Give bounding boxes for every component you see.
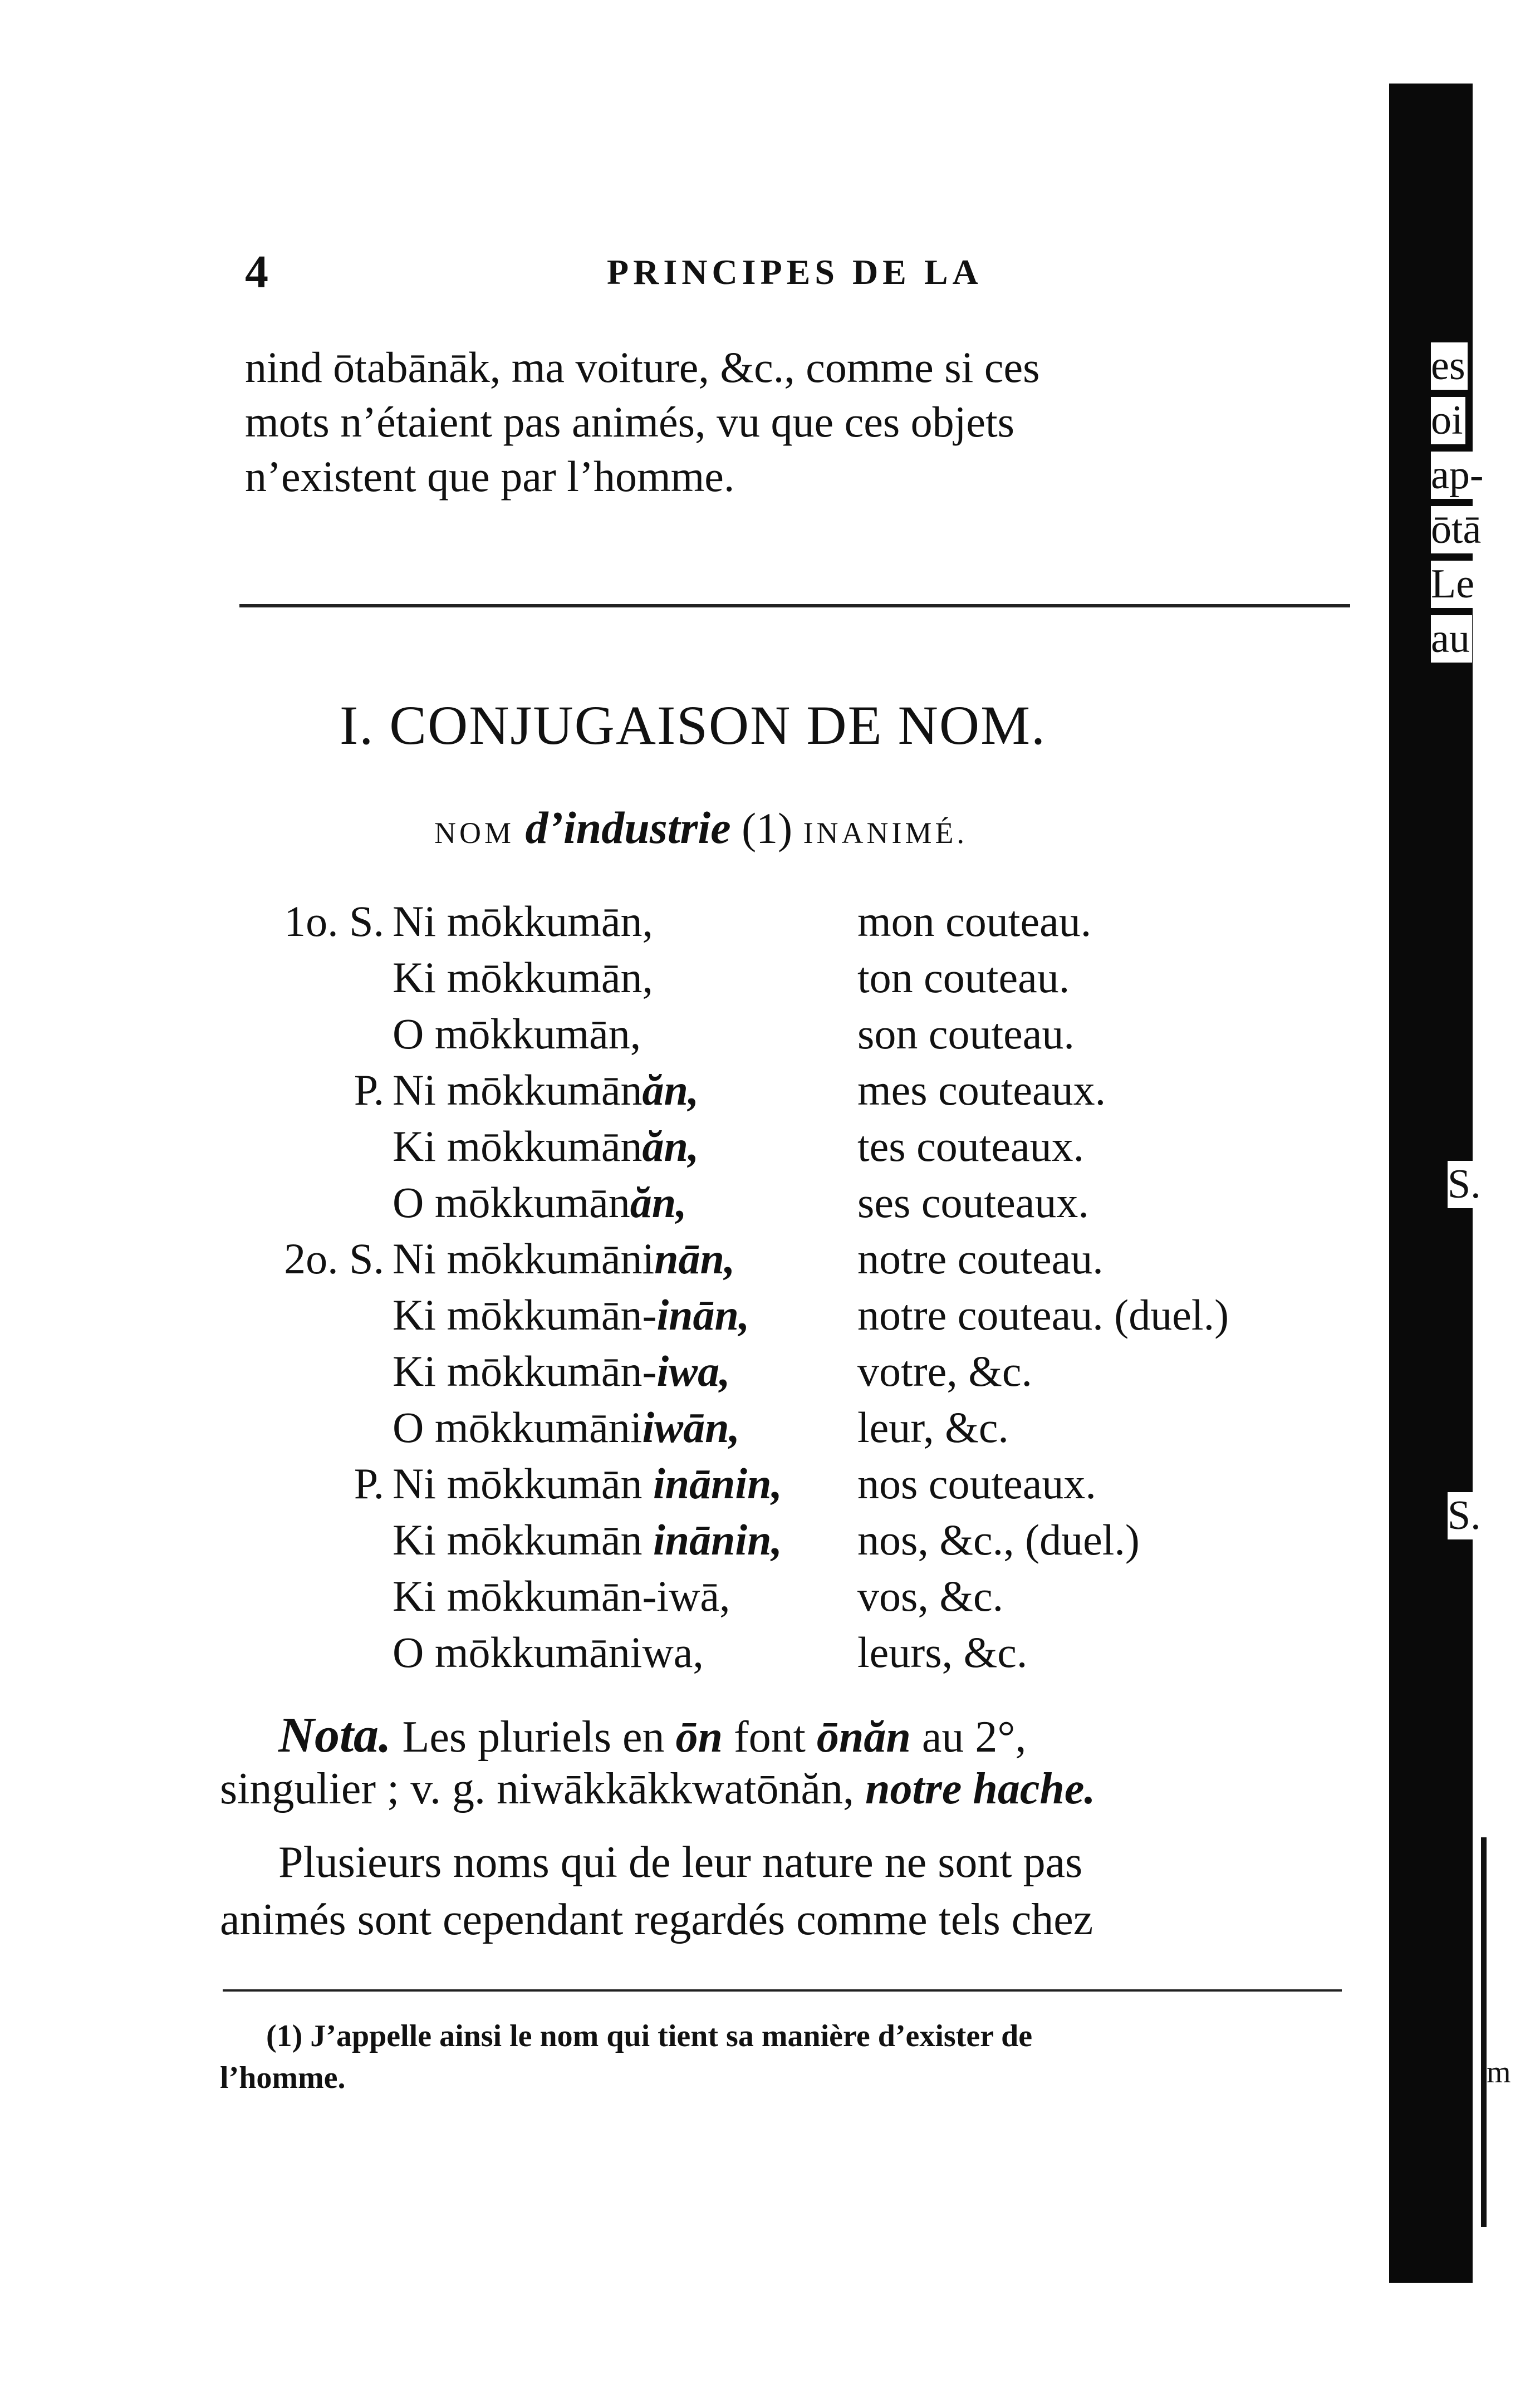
conj-gloss: notre couteau. (duel.)	[857, 1291, 1229, 1339]
conj-form-ending: nān,	[654, 1234, 735, 1283]
page-edge-thin	[1481, 1837, 1487, 2227]
conj-form	[393, 1515, 782, 1565]
conj-form-ending: ăn,	[642, 1066, 699, 1114]
nota-text-c: font	[733, 1713, 806, 1762]
margin-fragment-5: Le	[1431, 561, 1477, 608]
nota-text-a: Les pluriels en	[402, 1713, 665, 1762]
conj-form	[393, 1346, 730, 1396]
margin-fragment-8: S.	[1448, 1492, 1483, 1539]
conj-form	[393, 1290, 749, 1340]
margin-fragment-3: ap-	[1431, 452, 1486, 499]
subtitle-post: INANIMÉ.	[803, 816, 968, 850]
paragraph-line-1: Plusieurs noms qui de leur nature ne sont pas	[278, 1838, 1083, 1887]
conj-form-base: Ki mōkkumān-iwā,	[393, 1572, 730, 1620]
margin-fragment-2: oi	[1431, 397, 1465, 444]
conj-form-base: Ki mōkkumān	[393, 1516, 653, 1564]
conj-form-ending: inān,	[656, 1291, 750, 1339]
section-title: I. CONJUGAISON DE NOM.	[340, 694, 1046, 756]
section-rule	[239, 604, 1350, 607]
subtitle-pre: NOM	[434, 816, 515, 850]
footnote-rule	[223, 1989, 1342, 1992]
conj-form-ending: inānin,	[653, 1516, 782, 1564]
nota-text-b: ōn	[675, 1713, 723, 1762]
nota-text-f: singulier ; v. g. niwākkākkwatōnăn,	[220, 1764, 855, 1813]
margin-fragment-4: ōtā	[1431, 506, 1483, 553]
conj-form-ending: iwān,	[642, 1403, 740, 1451]
conj-form	[393, 1009, 641, 1059]
conj-form	[393, 953, 653, 1003]
subtitle-note: (1)	[742, 804, 793, 852]
conj-form-ending: ăn,	[630, 1178, 687, 1227]
conj-form	[393, 1121, 699, 1171]
conj-gloss: votre, &c.	[857, 1347, 1033, 1395]
conj-gloss: mes couteaux.	[857, 1066, 1106, 1114]
margin-fragment-9: m	[1487, 2054, 1513, 2090]
conj-form	[393, 1234, 735, 1284]
conj-marker: 2o. S.	[284, 1234, 384, 1283]
footnote-line-1: (1) J’appelle ainsi le nom qui tient sa manière d’exister de	[266, 2019, 1033, 2053]
conj-form-base: Ni mōkkumān	[393, 1066, 643, 1114]
conj-form-base: Ki mōkkumān,	[393, 953, 653, 1002]
conj-form	[393, 896, 653, 947]
conj-form-ending: inānin,	[653, 1459, 782, 1508]
margin-fragment-1: es	[1431, 342, 1468, 390]
intro-line-2: mots n’étaient pas animés, vu que ces objets	[245, 398, 1014, 446]
nota-label: Nota.	[278, 1708, 391, 1763]
margin-fragment-7: S.	[1448, 1161, 1483, 1208]
footnote-line-2: l’homme.	[220, 2061, 346, 2095]
intro-line-3: n’existent que par l’homme.	[245, 452, 735, 501]
conj-form	[393, 1571, 730, 1621]
nota-text-d: ōnăn	[816, 1713, 911, 1762]
conj-form	[393, 1065, 699, 1115]
conj-form-ending: iwa,	[656, 1347, 730, 1395]
conj-form	[393, 1178, 687, 1228]
conj-gloss: son couteau.	[857, 1009, 1075, 1058]
running-title: PRINCIPES DE LA	[607, 252, 983, 292]
nota-text-g: notre hache.	[865, 1764, 1096, 1813]
conj-form-base: Ni mōkkumāni	[393, 1234, 655, 1283]
conj-marker: 1o. S.	[284, 897, 384, 945]
page-number: 4	[245, 246, 268, 298]
conj-form-base: O mōkkumāni	[393, 1403, 643, 1451]
intro-line-1: nind ōtabānāk, ma voiture, &c., comme si ces	[245, 343, 1040, 391]
subtitle-italic: d’industrie	[525, 802, 731, 853]
conj-form-base: Ki mōkkumān	[393, 1122, 643, 1170]
conj-gloss: leurs, &c.	[857, 1628, 1028, 1676]
conj-gloss: ton couteau.	[857, 953, 1070, 1002]
conj-gloss: tes couteaux.	[857, 1122, 1085, 1170]
conj-form-base: Ni mōkkumān	[393, 1459, 653, 1508]
conj-gloss: notre couteau.	[857, 1234, 1103, 1283]
conj-gloss: vos, &c.	[857, 1572, 1004, 1620]
conj-gloss: leur, &c.	[857, 1403, 1009, 1451]
conj-gloss: nos, &c., (duel.)	[857, 1516, 1140, 1564]
conj-form-base: O mōkkumān	[393, 1178, 630, 1227]
margin-fragment-6: au	[1431, 615, 1472, 663]
conj-gloss: nos couteaux.	[857, 1459, 1096, 1508]
conj-form-ending: ăn,	[642, 1122, 699, 1170]
conj-gloss: mon couteau.	[857, 897, 1092, 945]
conj-form-base: Ni mōkkumān,	[393, 897, 653, 945]
conj-form	[393, 1459, 782, 1509]
section-subtitle	[434, 802, 968, 854]
conj-gloss: ses couteaux.	[857, 1178, 1089, 1227]
conj-form	[393, 1627, 704, 1678]
conj-form-base: Ki mōkkumān-	[393, 1291, 657, 1339]
conj-marker: P.	[354, 1459, 384, 1508]
conj-marker: P.	[354, 1066, 384, 1114]
paragraph-line-2: animés sont cependant regardés comme tels chez	[220, 1895, 1093, 1944]
conj-form-base: O mōkkumān,	[393, 1009, 641, 1058]
nota-text-e: au 2°,	[921, 1713, 1027, 1762]
nota-line-2	[220, 1764, 1095, 1815]
conj-form	[393, 1402, 740, 1453]
conj-form-base: O mōkkumāniwa,	[393, 1628, 704, 1676]
conj-form-base: Ki mōkkumān-	[393, 1347, 657, 1395]
nota-line-1	[278, 1706, 1026, 1764]
